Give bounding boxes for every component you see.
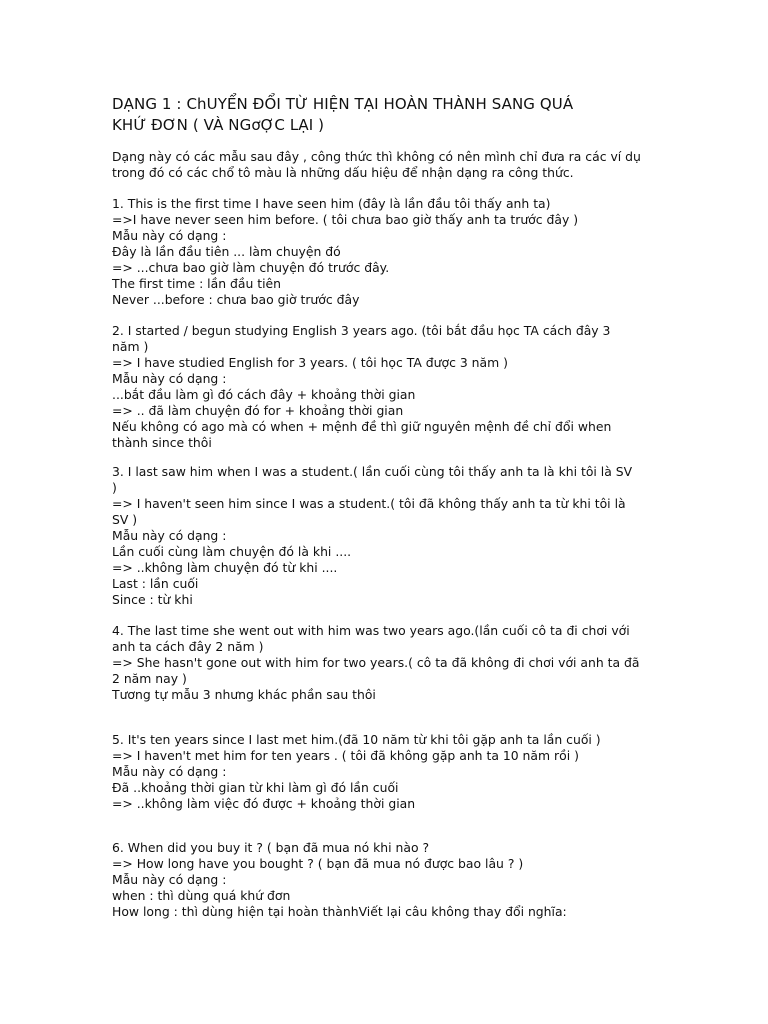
section5-line: Mẫu này có dạng : — [112, 764, 227, 779]
section2-line: => I have studied English for 3 years. ( tôi học TA được 3 năm ) — [112, 355, 508, 370]
intro-line: Dạng này có các mẫu sau đây , công thức thì không có nên mình chỉ đưa ra các ví dụ — [112, 149, 641, 164]
section2-line: ...bắt đầu làm gì đó cách đây + khoảng thời gian — [112, 387, 416, 402]
section1-line: 1. This is the first time I have seen him (đây là lần đầu tôi thấy anh ta) — [112, 196, 551, 211]
section4-line: => She hasn't gone out with him for two years.( cô ta đã không đi chơi với anh ta đã — [112, 655, 640, 670]
section6-line: Mẫu này có dạng : — [112, 872, 227, 887]
section3-line: SV ) — [112, 512, 138, 527]
section3-line: ) — [112, 480, 117, 495]
section4-line: anh ta cách đây 2 năm ) — [112, 639, 264, 654]
section1-line: Never ...before : chưa bao giờ trước đây — [112, 292, 360, 307]
section6-line: => How long have you bought ? ( bạn đã mua nó được bao lâu ? ) — [112, 856, 524, 871]
section4-line: Tương tự mẫu 3 nhưng khác phần sau thôi — [112, 687, 376, 702]
section6-line: How long : thì dùng hiện tại hoàn thànhViết lại câu không thay đổi nghĩa: — [112, 904, 567, 919]
section6-line: 6. When did you buy it ? ( bạn đã mua nó khi nào ? — [112, 840, 430, 855]
section3-line: => I haven't seen him since I was a student.( tôi đã không thấy anh ta từ khi tôi là — [112, 496, 626, 511]
section5-line: 5. It's ten years since I last met him.(đã 10 năm từ khi tôi gặp anh ta lần cuối ) — [112, 732, 601, 747]
section5-line: => ..không làm việc đó được + khoảng thời gian — [112, 796, 416, 811]
section2-line: năm ) — [112, 339, 149, 354]
section1-line: The first time : lần đầu tiên — [112, 276, 282, 291]
section3-line: Last : lần cuối — [112, 576, 199, 591]
intro-line: trong đó có các chổ tô màu là những dấu hiệu để nhận dạng ra công thức. — [112, 165, 574, 180]
section2-line: Mẫu này có dạng : — [112, 371, 227, 386]
section3-line: Since : từ khi — [112, 592, 193, 607]
title-line: KHỨ ĐƠN ( VÀ NGơỢC LẠI ) — [112, 116, 325, 134]
section2-line: 2. I started / begun studying English 3 years ago. (tôi bắt đầu học TA cách đây 3 — [112, 323, 611, 338]
section4-line: 4. The last time she went out with him was two years ago.(lần cuối cô ta đi chơi với — [112, 623, 630, 638]
section3-line: Mẫu này có dạng : — [112, 528, 227, 543]
section2-line: => .. đã làm chuyện đó for + khoảng thời gian — [112, 403, 404, 418]
section5-line: => I haven't met him for ten years . ( tôi đã không gặp anh ta 10 năm rồi ) — [112, 748, 579, 763]
title-line: DẠNG 1 : ChUYỂN ĐỔI TỪ HIỆN TẠI HOÀN THÀNH SANG QUÁ — [112, 95, 574, 113]
section4-line: 2 năm nay ) — [112, 671, 187, 686]
section5-line: Đã ..khoảng thời gian từ khi làm gì đó lần cuối — [112, 780, 399, 795]
section1-line: =>I have never seen him before. ( tôi chưa bao giờ thấy anh ta trước đây ) — [112, 212, 579, 227]
section1-line: Mẫu này có dạng : — [112, 228, 227, 243]
section6-line: when : thì dùng quá khứ đơn — [112, 888, 291, 903]
section2-line: thành since thôi — [112, 435, 212, 450]
section3-line: Lần cuối cùng làm chuyện đó là khi .... — [112, 544, 352, 559]
section1-line: Đây là lần đầu tiên ... làm chuyện đó — [112, 244, 341, 259]
section3-line: 3. I last saw him when I was a student.( lần cuối cùng tôi thấy anh ta là khi tôi là SV — [112, 464, 633, 479]
section3-line: => ..không làm chuyện đó từ khi .... — [112, 560, 338, 575]
section1-line: => ...chưa bao giờ làm chuyện đó trước đây. — [112, 260, 390, 275]
page-title — [112, 94, 652, 136]
section2-line: Nếu không có ago mà có when + mệnh đề thì giữ nguyên mệnh đề chỉ đổi when — [112, 419, 612, 434]
